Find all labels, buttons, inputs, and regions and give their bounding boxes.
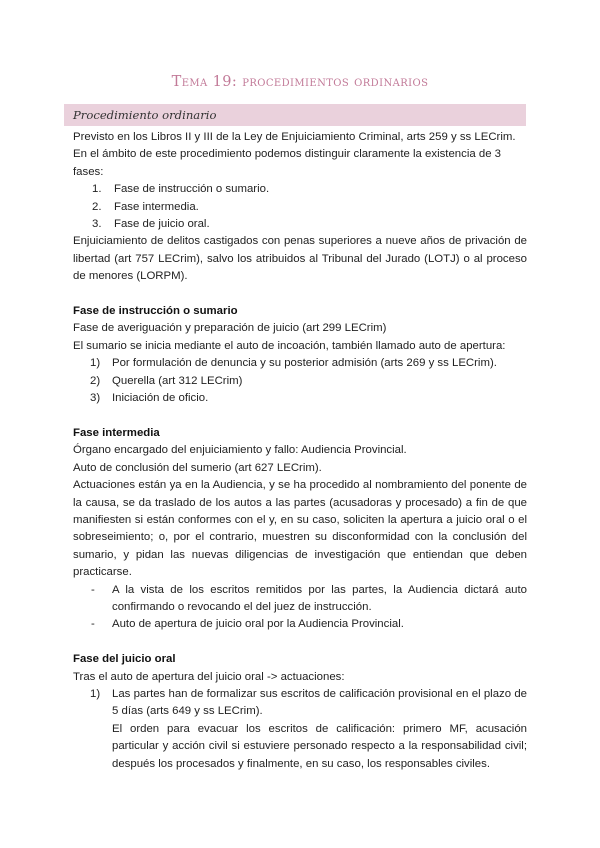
- spacer: [73, 286, 527, 303]
- paragraph: Órgano encargado del enjuiciamiento y fallo: Audiencia Provincial.: [73, 444, 407, 457]
- list-marker: -: [91, 583, 95, 596]
- list-marker: -: [91, 618, 95, 631]
- intro-paragraph: Previsto en los Libros II y III de la Ley de Enjuiciamiento Criminal, arts 259 y ss LECrim.: [73, 131, 516, 143]
- list-text: Fase de instrucción o sumario.: [114, 183, 270, 196]
- list-item: [73, 582, 527, 617]
- spacer: [73, 407, 527, 424]
- list-text-block: [112, 686, 527, 773]
- list-item: [73, 355, 527, 372]
- list-item: [73, 686, 527, 773]
- list-text: Fase de juicio oral.: [114, 218, 210, 231]
- list-text: Las partes han de formalizar sus escritos de calificación provisional en el plazo de 5 días (arts 649 y ss LECrim).: [112, 687, 527, 718]
- list-text: Iniciación de oficio.: [112, 392, 209, 405]
- list-marker: 2): [90, 374, 101, 387]
- page-title: Tema 19: procedimientos ordinarios: [171, 74, 429, 90]
- paragraph: Tras el auto de apertura del juicio oral -> actuaciones:: [73, 670, 345, 683]
- list-text: Querella (art 312 LECrim): [112, 374, 243, 387]
- list-item: [73, 216, 527, 233]
- paragraph: Fase de averiguación y preparación de juicio (art 299 LECrim): [73, 322, 387, 335]
- list-marker: 1.: [92, 183, 102, 196]
- list-marker: 3): [90, 392, 101, 405]
- section-label: Procedimiento ordinario: [73, 108, 217, 122]
- intro-paragraph: En el ámbito de este procedimiento podemos distinguir claramente la existencia de 3 fases:: [73, 148, 502, 178]
- document-body: [73, 129, 527, 773]
- section-heading: Fase intermedia: [73, 426, 160, 439]
- list-marker: 1): [90, 357, 101, 370]
- list-item: [73, 373, 527, 390]
- paragraph: Auto de conclusión del sumerio (art 627 LECrim).: [73, 461, 322, 474]
- list-marker: 3.: [92, 218, 102, 231]
- paragraph: El sumario se inicia mediante el auto de incoación, también llamado auto de apertura:: [73, 339, 506, 352]
- list-item: [73, 199, 527, 216]
- list-marker: 1): [90, 687, 101, 700]
- list-item: [73, 616, 527, 633]
- list-text: El orden para evacuar los escritos de calificación: primero MF, acusación particular y acción civil si estuviere personado respecto a la responsabilidad civil; después los procesados y finalmente, en su caso, los responsables civiles.: [112, 722, 527, 770]
- spacer: [73, 634, 527, 651]
- list-marker: 2.: [92, 200, 102, 213]
- list-text: Auto de apertura de juicio oral por la Audiencia Provincial.: [112, 618, 404, 631]
- list-item: [73, 181, 527, 198]
- list-text: Por formulación de denuncia y su posterior admisión (arts 269 y ss LECrim).: [112, 357, 497, 370]
- list-item: [73, 390, 527, 407]
- section-heading: Fase del juicio oral: [73, 653, 176, 666]
- paragraph: Actuaciones están ya en la Audiencia, y se ha procedido al nombramiento del ponente de la causa, se da traslado de los autos a las partes (acusadoras y procesado) a fin de que manifiesten si están conformes con el y, en su caso, soliciten la apertura a juicio oral o el sobreseimiento; o, por el contrario, muestren su disconformidad con la conclusión del sumario, y pidan las nuevas diligencias de investigación que entiendan que deben practicarse.: [73, 479, 527, 579]
- intro-paragraph: Enjuiciamiento de delitos castigados con penas superiores a nueve años de privación de libertad (art 757 LECrim), salvo los atribuidos al Tribunal del Jurado (LOTJ) o al proceso de menores (LORPM).: [73, 235, 527, 283]
- list-text: Fase intermedia.: [114, 200, 199, 213]
- section-heading: Fase de instrucción o sumario: [73, 305, 238, 318]
- list-text: A la vista de los escritos remitidos por las partes, la Audiencia dictará auto confirmando o revocando el del juez de instrucción.: [112, 583, 527, 613]
